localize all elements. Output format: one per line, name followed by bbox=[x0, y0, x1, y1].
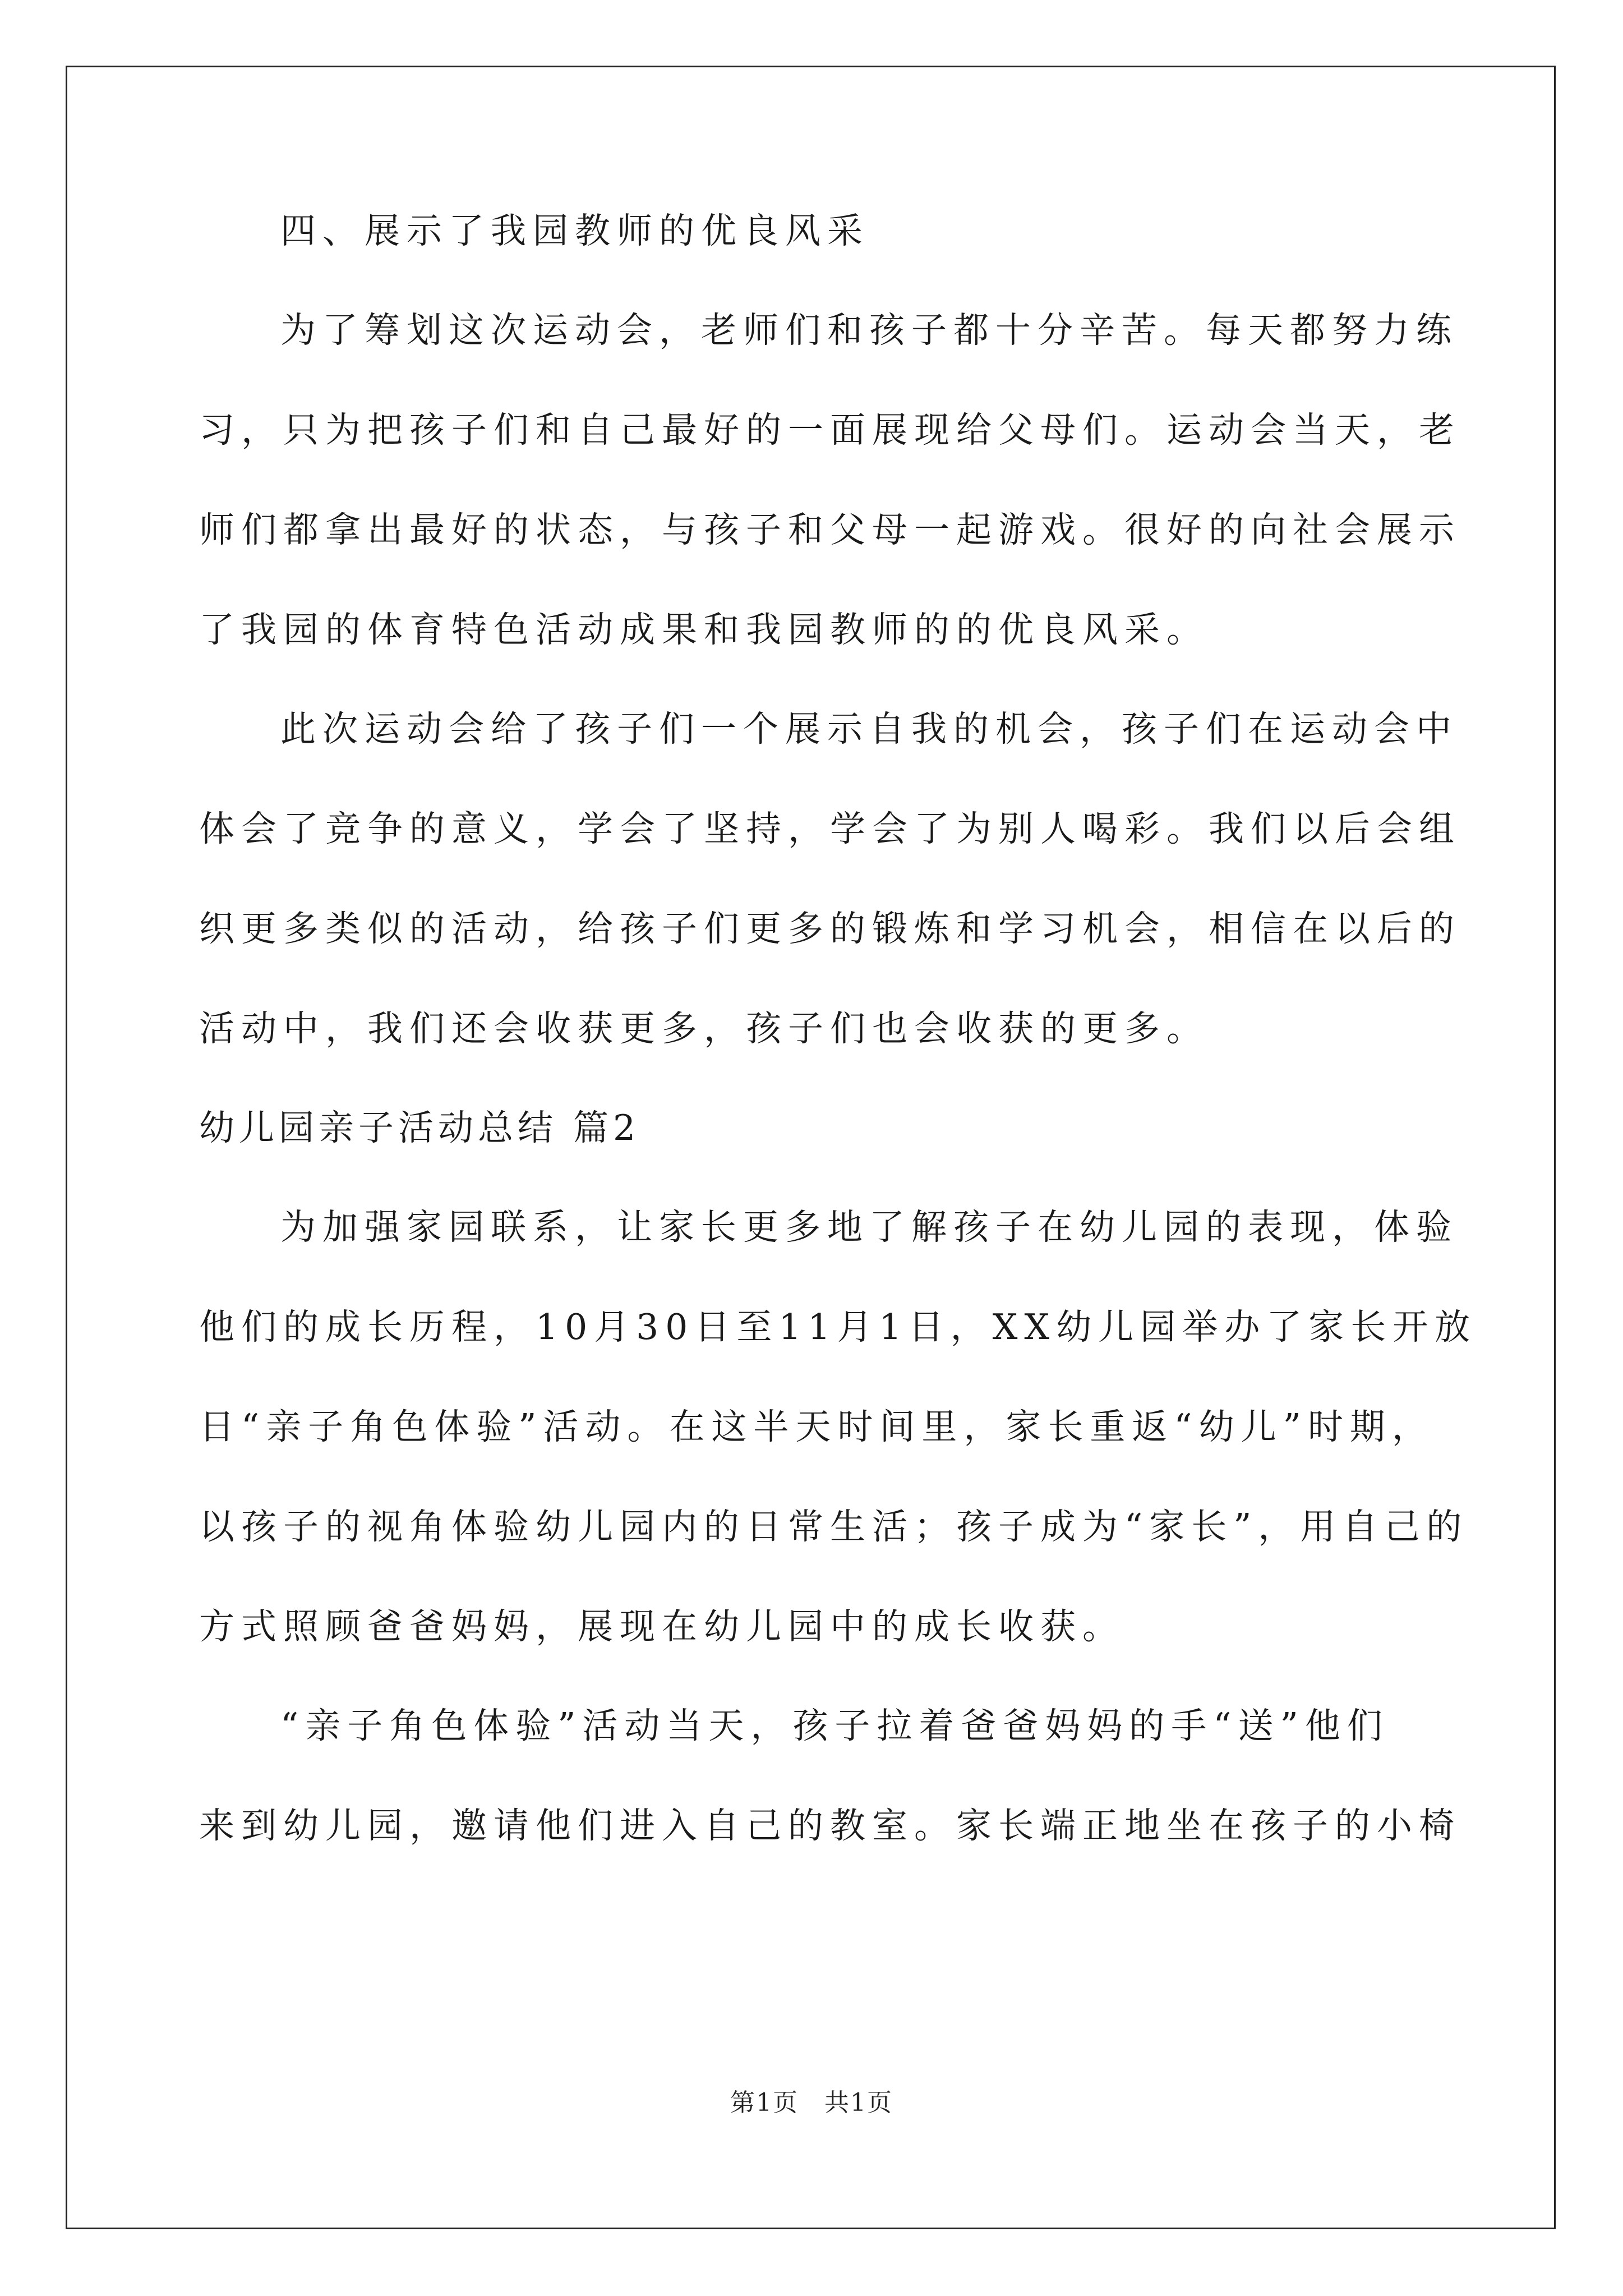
paragraph-3 bbox=[199, 1207, 1477, 1647]
document-body bbox=[199, 210, 1477, 1904]
paragraph-line: 他们的成长历程，10月30日至11月1日，XX幼儿园举办了家长开放 bbox=[199, 1306, 1477, 1347]
paragraph-line: 师们都拿出最好的状态，与孩子和父母一起游戏。很好的向社会展示 bbox=[199, 509, 1461, 550]
paragraph-2 bbox=[199, 708, 1461, 1049]
paragraph-line: 活动中，我们还会收获更多，孩子们也会收获的更多。 bbox=[199, 1008, 1209, 1049]
paragraph-line: 方式照顾爸爸妈妈，展现在幼儿园中的成长收获。 bbox=[199, 1606, 1124, 1647]
paragraph-line: 为了筹划这次运动会，老师们和孩子都十分辛苦。每天都努力练 bbox=[280, 310, 1458, 351]
paragraph-4 bbox=[199, 1705, 1461, 1846]
paragraph-line: 为加强家园联系，让家长更多地了解孩子在幼儿园的表现，体验 bbox=[280, 1207, 1458, 1248]
paragraph-line: 日“亲子角色体验”活动。在这半天时间里，家长重返“幼儿”时期， bbox=[199, 1406, 1434, 1447]
page-footer: 第1页 共1页 bbox=[730, 2088, 893, 2117]
paragraph-line: “亲子角色体验”活动当天，孩子拉着爸爸妈妈的手“送”他们 bbox=[280, 1705, 1389, 1746]
paragraph-line: 此次运动会给了孩子们一个展示自我的机会，孩子们在运动会中 bbox=[280, 708, 1458, 749]
section-heading: 四、展示了我园教师的优良风采 bbox=[280, 210, 869, 251]
paragraph-line: 以孩子的视角体验幼儿园内的日常生活；孩子成为“家长”，用自己的 bbox=[199, 1506, 1469, 1547]
section-title: 幼儿园亲子活动总结 篇2 bbox=[199, 1107, 640, 1148]
paragraph-1 bbox=[199, 310, 1461, 650]
paragraph-line: 体会了竞争的意义，学会了坚持，学会了为别人喝彩。我们以后会组 bbox=[199, 808, 1461, 849]
paragraph-line: 来到幼儿园，邀请他们进入自己的教室。家长端正地坐在孩子的小椅 bbox=[199, 1805, 1461, 1846]
paragraph-line: 习，只为把孩子们和自己最好的一面展现给父母们。运动会当天，老 bbox=[199, 409, 1461, 450]
paragraph-line: 了我园的体育特色活动成果和我园教师的的优良风采。 bbox=[199, 609, 1209, 650]
paragraph-line: 织更多类似的活动，给孩子们更多的锻炼和学习机会，相信在以后的 bbox=[199, 908, 1461, 949]
